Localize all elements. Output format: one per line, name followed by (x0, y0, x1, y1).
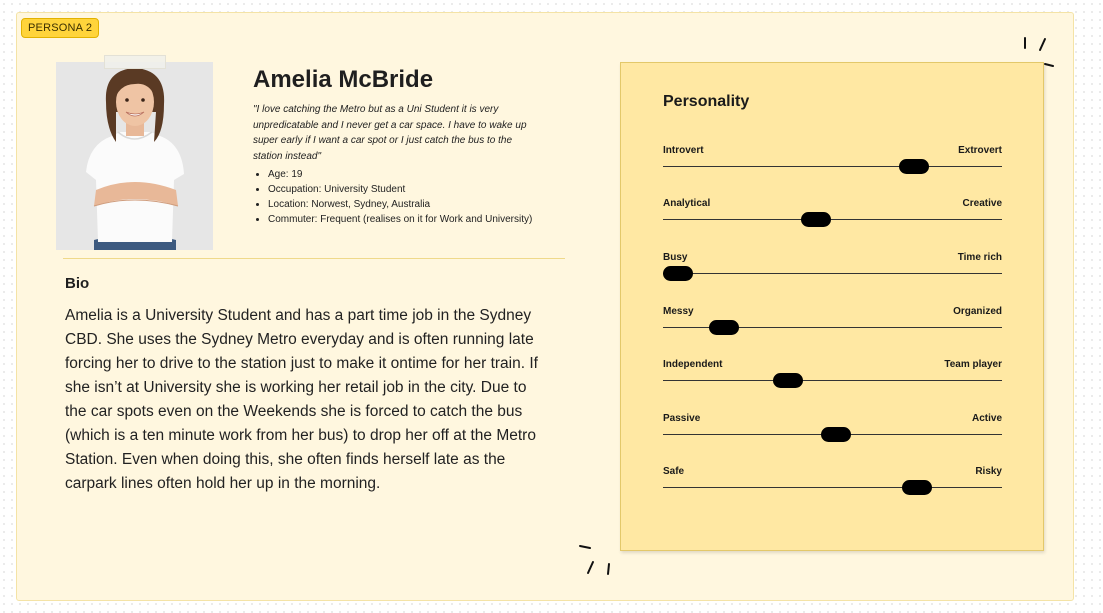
trait-slider-thumb[interactable] (773, 373, 803, 388)
section-divider (63, 258, 565, 259)
persona-quote: "I love catching the Metro but as a Uni Student it is very unpredicatable and I never get a car space. I have to wake up super early if I want a car spot or I just catch the bus to the station instead" (253, 104, 527, 162)
fact-location: • Location: Norwest, Sydney, Australia (268, 197, 532, 212)
trait-left-label: Analytical (663, 198, 711, 209)
fact-commuter: • Commuter: Frequent (realises on it for Work and University) (268, 212, 532, 227)
trait-slider-thumb[interactable] (902, 480, 932, 495)
woman-portrait-image (56, 62, 213, 250)
trait-slider-thumb[interactable] (663, 266, 693, 281)
trait-right-label: Team player (944, 359, 1002, 370)
persona-photo (56, 62, 213, 250)
trait-slider-track[interactable] (663, 219, 1002, 220)
tape-strip (104, 55, 166, 69)
persona-name: Amelia McBride (253, 66, 434, 93)
trait-analytical-creative (663, 198, 1002, 228)
trait-introvert-extrovert (663, 145, 1002, 175)
trait-left-label: Messy (663, 306, 694, 317)
personality-title: Personality (663, 93, 750, 110)
sparkle-marks-icon (1018, 34, 1058, 68)
trait-slider-track[interactable] (663, 487, 1002, 488)
trait-messy-organized (663, 306, 1002, 336)
trait-independent-teamplayer (663, 359, 1002, 389)
trait-busy-timerich (663, 252, 1002, 282)
trait-slider-track[interactable] (663, 327, 1002, 328)
trait-slider-track[interactable] (663, 380, 1002, 381)
persona-facts-list (253, 167, 532, 227)
fact-occupation: • Occupation: University Student (268, 182, 532, 197)
bio-text: Amelia is a University Student and has a part time job in the Sydney CBD. She uses the Sydney Metro everyday and is often running late forcing her to drive to the station just to make it ontime for her train. If she isn’t at University she is working her retail job in the city. Due to the car spots even on the Weekends she is forced to catch the bus (which is a ten minute work from her bus) to drop her off at the Metro Station. Even when doing this, she often finds herself late as the carpark lines often hold her up in the morning. (65, 307, 538, 492)
trait-left-label: Independent (663, 359, 723, 370)
trait-left-label: Introvert (663, 145, 704, 156)
trait-right-label: Risky (975, 466, 1002, 477)
trait-slider-thumb[interactable] (709, 320, 739, 335)
trait-slider-thumb[interactable] (821, 427, 851, 442)
bio-heading: Bio (65, 275, 90, 292)
trait-slider-track[interactable] (663, 273, 1002, 274)
personality-panel (620, 62, 1044, 551)
trait-right-label: Active (971, 413, 1002, 424)
trait-right-label: Time rich (957, 252, 1002, 263)
trait-right-label: Organized (953, 306, 1002, 317)
trait-left-label: Busy (663, 252, 688, 263)
fact-age: • Age: 19 (268, 167, 532, 182)
sparkle-marks-icon (576, 540, 616, 578)
trait-safe-risky (663, 466, 1002, 496)
trait-slider-thumb[interactable] (801, 212, 831, 227)
trait-left-label: Safe (663, 466, 685, 477)
trait-right-label: Extrovert (958, 145, 1002, 156)
trait-slider-track[interactable] (663, 166, 1002, 167)
trait-slider-track[interactable] (663, 434, 1002, 435)
trait-passive-active (663, 413, 1002, 443)
trait-slider-thumb[interactable] (899, 159, 929, 174)
persona-tag: PERSONA 2 (21, 18, 99, 38)
trait-left-label: Passive (663, 413, 701, 424)
trait-right-label: Creative (962, 198, 1002, 209)
